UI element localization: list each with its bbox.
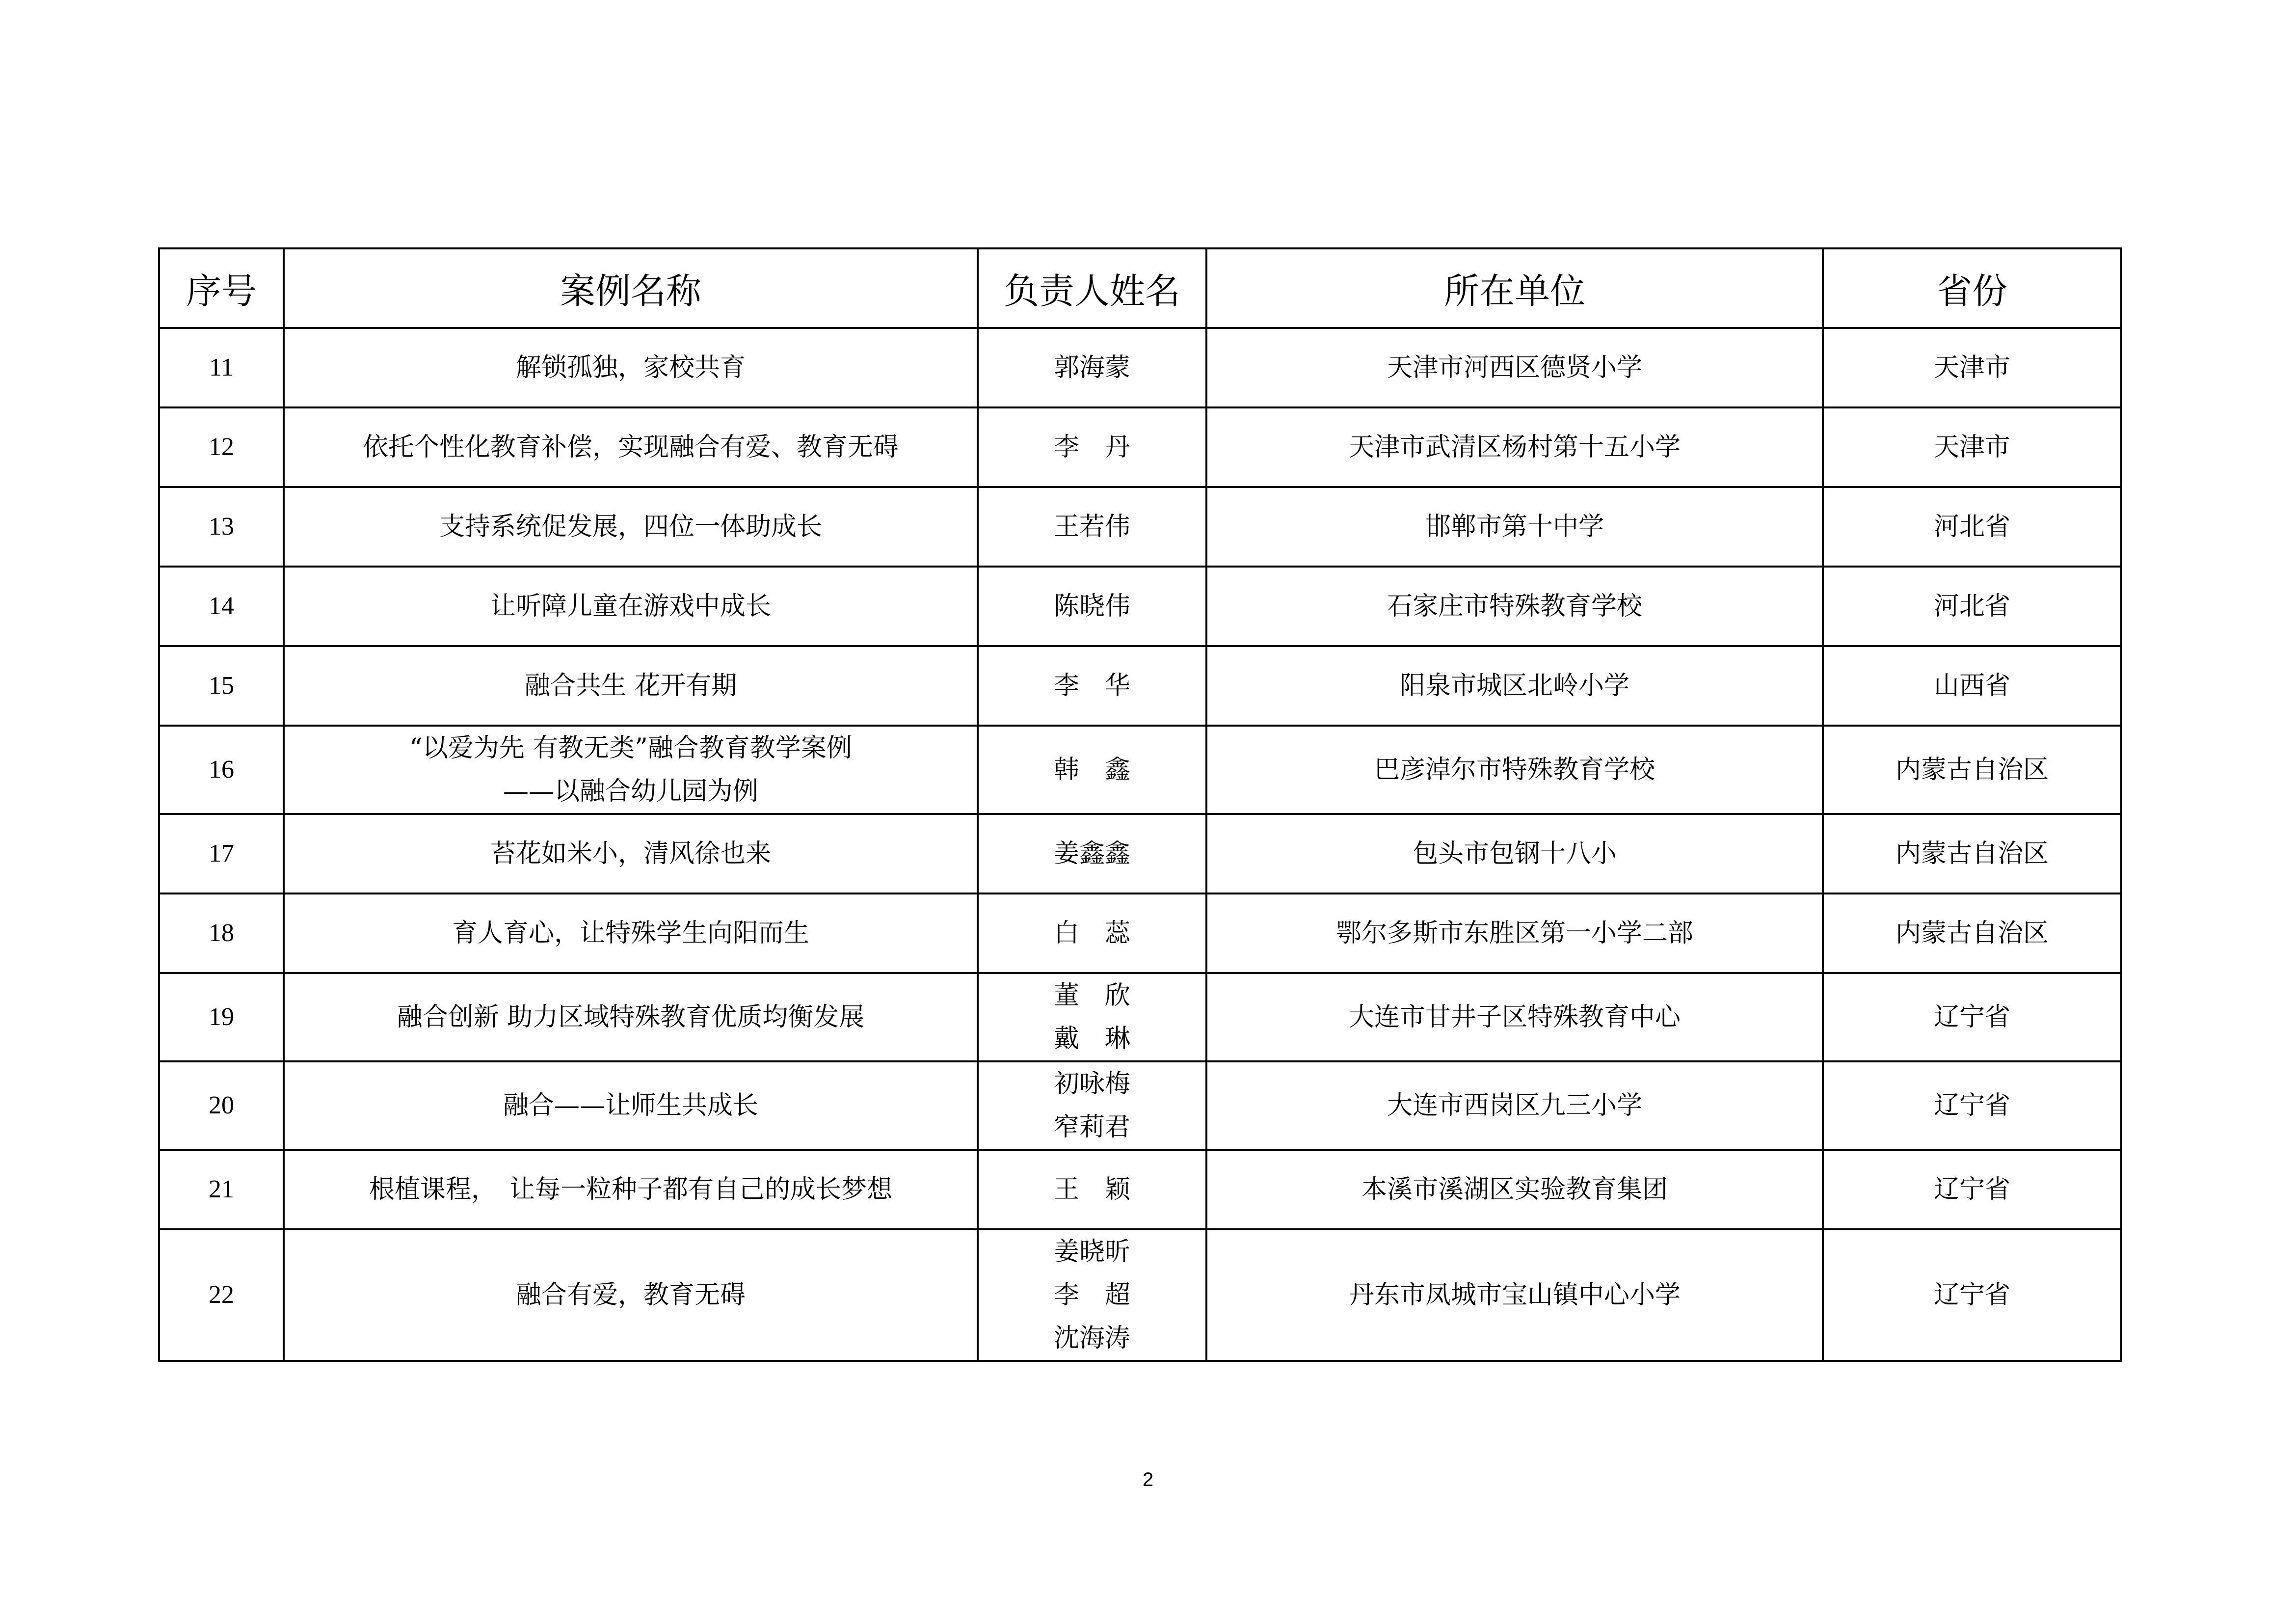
cell-province: 辽宁省 — [1823, 973, 2121, 1061]
cell-case-name — [284, 1229, 978, 1361]
header-case-name: 案例名称 — [284, 248, 978, 328]
cell-unit: 阳泉市城区北岭小学 — [1206, 646, 1823, 726]
table-row — [159, 328, 2121, 407]
table-row — [159, 893, 2121, 973]
case-name-line: 融合有爱，教育无碍 — [515, 1280, 746, 1310]
header-leader-name: 负责人姓名 — [978, 248, 1206, 328]
leader-name: 陈晓伟 — [1053, 592, 1130, 621]
case-name-line: 依托个性化教育补偿，实现融合有爱、教育无碍 — [362, 433, 899, 462]
cell-case-name — [284, 814, 978, 893]
cell-serial-number: 19 — [159, 973, 284, 1061]
page-number: 2 — [1142, 1469, 1154, 1490]
cell-province: 辽宁省 — [1823, 1061, 2121, 1150]
cell-province: 辽宁省 — [1823, 1229, 2121, 1361]
cell-serial-number: 15 — [159, 646, 284, 726]
cell-unit: 大连市甘井子区特殊教育中心 — [1206, 973, 1823, 1061]
cell-province: 天津市 — [1823, 407, 2121, 487]
cell-serial-number: 20 — [159, 1061, 284, 1150]
cell-serial-number: 17 — [159, 814, 284, 893]
leader-name: 王 颖 — [1053, 1175, 1130, 1204]
cell-province: 内蒙古自治区 — [1823, 726, 2121, 814]
cell-unit: 天津市武清区杨村第十五小学 — [1206, 407, 1823, 487]
cell-serial-number: 18 — [159, 893, 284, 973]
leader-name: 李 华 — [1053, 671, 1130, 701]
case-name-line: 解锁孤独，家校共育 — [515, 353, 746, 382]
table-row — [159, 973, 2121, 1061]
case-name-line: 支持系统促发展，四位一体助成长 — [439, 512, 822, 541]
cell-case-name — [284, 1061, 978, 1150]
cell-case-name — [284, 487, 978, 567]
cell-leader-name — [978, 1061, 1206, 1150]
case-name-line: 融合共生 花开有期 — [524, 671, 737, 701]
cell-leader-name — [978, 567, 1206, 646]
table-row — [159, 646, 2121, 726]
cell-unit: 包头市包钢十八小 — [1206, 814, 1823, 893]
cell-unit: 天津市河西区德贤小学 — [1206, 328, 1823, 407]
cell-case-name — [284, 726, 978, 814]
cell-serial-number: 22 — [159, 1229, 284, 1361]
cell-unit: 邯郸市第十中学 — [1206, 487, 1823, 567]
cell-serial-number: 21 — [159, 1150, 284, 1229]
cell-case-name — [284, 646, 978, 726]
case-list-table — [158, 247, 2122, 1362]
cell-leader-name — [978, 1150, 1206, 1229]
cell-unit: 丹东市凤城市宝山镇中心小学 — [1206, 1229, 1823, 1361]
cell-serial-number: 12 — [159, 407, 284, 487]
cell-province: 内蒙古自治区 — [1823, 893, 2121, 973]
case-name-line: 融合——让师生共成长 — [503, 1091, 758, 1120]
cell-case-name — [284, 973, 978, 1061]
leader-name: 初咏梅 — [1053, 1069, 1130, 1099]
cell-leader-name — [978, 814, 1206, 893]
leader-name: 郭海蒙 — [1053, 353, 1130, 382]
cell-province: 河北省 — [1823, 567, 2121, 646]
leader-name: 白 蕊 — [1053, 919, 1130, 948]
table-row — [159, 1150, 2121, 1229]
cell-serial-number: 11 — [159, 328, 284, 407]
cell-province: 山西省 — [1823, 646, 2121, 726]
cell-leader-name — [978, 973, 1206, 1061]
table-row — [159, 567, 2121, 646]
cell-unit: 石家庄市特殊教育学校 — [1206, 567, 1823, 646]
cell-unit: 本溪市溪湖区实验教育集团 — [1206, 1150, 1823, 1229]
cell-leader-name — [978, 893, 1206, 973]
cell-case-name — [284, 328, 978, 407]
cell-case-name — [284, 893, 978, 973]
leader-name: 李 丹 — [1053, 433, 1130, 462]
leader-name: 李 超 — [1053, 1280, 1130, 1310]
header-serial-number: 序号 — [159, 248, 284, 328]
leader-name: 姜鑫鑫 — [1053, 839, 1130, 868]
table-row — [159, 726, 2121, 814]
leader-name: 王若伟 — [1053, 512, 1130, 541]
cell-province: 河北省 — [1823, 487, 2121, 567]
cell-leader-name — [978, 646, 1206, 726]
table-row — [159, 1229, 2121, 1361]
leader-name: 董 欣 — [1053, 981, 1130, 1010]
case-name-line: 根植课程， 让每一粒种子都有自己的成长梦想 — [369, 1175, 892, 1204]
table-row — [159, 487, 2121, 567]
case-name-line: 苔花如米小，清风徐也来 — [490, 839, 771, 868]
case-name-line: 让听障儿童在游戏中成长 — [490, 592, 771, 621]
cell-case-name — [284, 407, 978, 487]
header-unit: 所在单位 — [1206, 248, 1823, 328]
cell-serial-number: 14 — [159, 567, 284, 646]
cell-case-name — [284, 567, 978, 646]
case-name-line: 融合创新 助力区域特殊教育优质均衡发展 — [397, 1002, 865, 1032]
cell-province: 辽宁省 — [1823, 1150, 2121, 1229]
table-row — [159, 407, 2121, 487]
cell-case-name — [284, 1150, 978, 1229]
leader-name: 窄莉君 — [1053, 1112, 1130, 1142]
cell-leader-name — [978, 1229, 1206, 1361]
table-header-row — [159, 248, 2121, 328]
cell-province: 内蒙古自治区 — [1823, 814, 2121, 893]
cell-leader-name — [978, 407, 1206, 487]
case-name-line: 育人育心，让特殊学生向阳而生 — [452, 919, 809, 948]
leader-name: 戴 琳 — [1053, 1024, 1130, 1054]
case-name-line: “以爱为先 有教无类”融合教育教学案例 — [409, 733, 852, 763]
cell-leader-name — [978, 487, 1206, 567]
leader-name: 韩 鑫 — [1053, 755, 1130, 785]
cell-leader-name — [978, 726, 1206, 814]
cell-unit: 鄂尔多斯市东胜区第一小学二部 — [1206, 893, 1823, 973]
table-row — [159, 1061, 2121, 1150]
cell-serial-number: 13 — [159, 487, 284, 567]
cell-leader-name — [978, 328, 1206, 407]
case-name-line: ——以融合幼儿园为例 — [503, 777, 758, 806]
cell-serial-number: 16 — [159, 726, 284, 814]
header-province: 省份 — [1823, 248, 2121, 328]
leader-name: 姜晓昕 — [1053, 1237, 1130, 1267]
cell-unit: 巴彦淖尔市特殊教育学校 — [1206, 726, 1823, 814]
cell-unit: 大连市西岗区九三小学 — [1206, 1061, 1823, 1150]
leader-name: 沈海涛 — [1053, 1324, 1130, 1353]
cell-province: 天津市 — [1823, 328, 2121, 407]
table-row — [159, 814, 2121, 893]
